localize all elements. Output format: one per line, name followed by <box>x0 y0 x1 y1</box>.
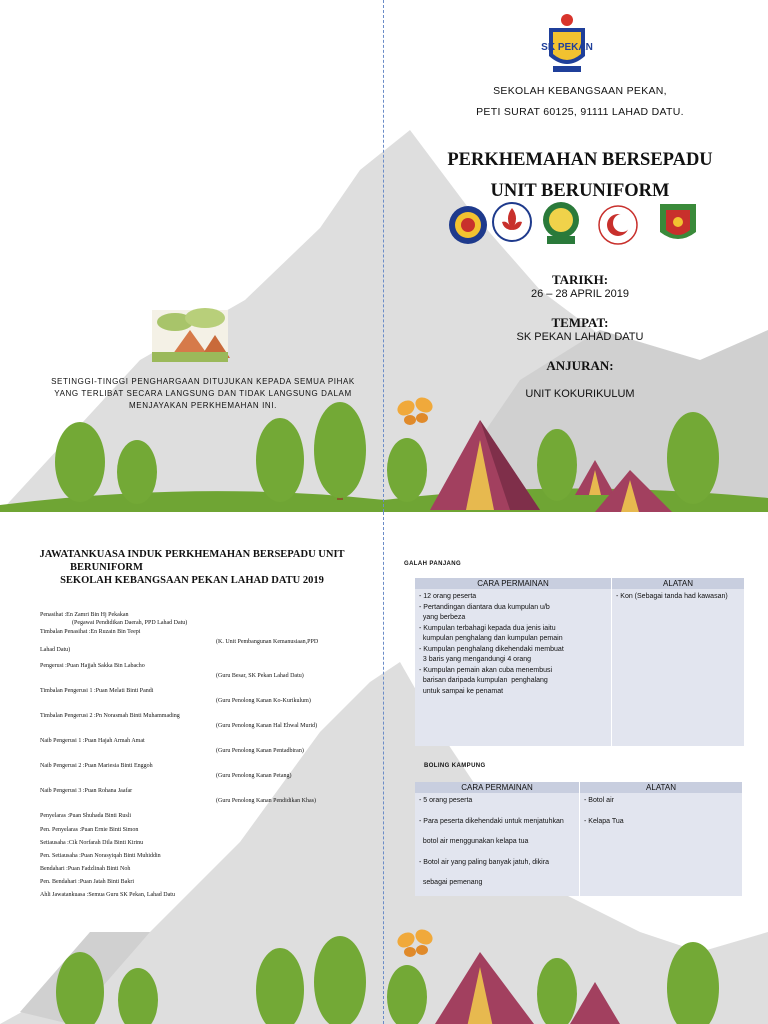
school-logo-text: SK PEKAN <box>541 42 593 53</box>
game-line: - Kelapa Tua <box>584 817 624 825</box>
game-line: - Botol air <box>584 797 614 804</box>
game-line: botol air menggunakan kelapa tua <box>419 838 529 845</box>
committee-member: Bendahari :Puan Fadzlinah Binti Noh <box>40 866 131 872</box>
committee-heading <box>22 548 362 587</box>
thanks-note <box>40 376 366 412</box>
fold-line <box>383 512 384 1024</box>
committee-heading-line3: SEKOLAH KEBANGSAAN PEKAN LAHAD DATU 2019 <box>60 575 324 586</box>
school-address-block <box>400 81 760 123</box>
game2-title: BOLING KAMPUNG <box>424 763 486 769</box>
committee-member-role: (K. Unit Pembangunan Kemanusiaan,PPD <box>216 639 319 645</box>
game2-col-tools: ALATAN <box>580 782 743 793</box>
committee-member: Timbalan Pengerusi 1 :Puan Melati Binti Pandi <box>40 688 154 694</box>
committee-member-role: (Guru Penolong Kanan Petang) <box>216 773 292 779</box>
event-title <box>400 145 760 207</box>
tree-icon <box>117 440 157 504</box>
committee-member: Pen. Penyelaras :Puan Ernie Binti Simon <box>40 827 139 833</box>
committee-member-role: (Pegawai Pendidikan Daerah, PPD Lahad Datu) <box>72 620 188 626</box>
committee-member-role: (Guru Penolong Kanan Ko-Kurikulum) <box>216 698 311 704</box>
committee-heading-line2: BERUNIFORM <box>70 562 143 573</box>
game-line: - Kon (Sebagai tanda had kawasan) <box>616 593 728 600</box>
camp-drawing-image <box>152 308 230 362</box>
date-value: 26 – 28 APRIL 2019 <box>530 288 630 300</box>
committee-member: Timbalan Pengerusi 2 :Pn Norasmah Binti Muhammading <box>40 713 180 719</box>
game-line: untuk sampai ke penamat <box>419 687 504 695</box>
school-name: SEKOLAH KEBANGSAAN PEKAN, <box>493 85 667 97</box>
school-address: PETI SURAT 60125, 91111 LAHAD DATU. <box>476 106 684 118</box>
game1-title: GALAH PANJANG <box>404 561 462 567</box>
game-line: - 5 orang peserta <box>419 797 473 804</box>
game-line: 3 baris yang mengandungi 4 orang <box>419 656 532 663</box>
tree-icon <box>55 422 105 502</box>
committee-member: Pen. Setiausaha :Puan Norasyiqah Binti Muhiddin <box>40 853 161 859</box>
organizer-section <box>400 358 760 400</box>
game2-table <box>415 782 743 896</box>
tree-icon <box>537 429 577 501</box>
committee-heading-line1: JAWATANKUASA INDUK PERKHEMAHAN BERSEPADU UNIT <box>39 549 345 560</box>
pengakap-logo <box>448 204 488 246</box>
game2-col-rules: CARA PERMAINAN <box>415 782 580 793</box>
committee-member: Naib Pengerusi 3 :Puan Rohana Jaafar <box>40 788 133 794</box>
thanks-line2: YANG TERLIBAT SECARA LANGSUNG DAN TIDAK LANGSUNG DALAM <box>54 389 352 398</box>
date-section <box>400 272 760 300</box>
organizer-label: ANJURAN: <box>546 358 614 373</box>
committee-member: Timbalan Penasihat :En Ruzain Bin Teepi <box>40 629 141 635</box>
committee-member-role: (Guru Besar, SK Pekan Lahad Datu) <box>216 673 304 679</box>
tree-icon <box>314 936 366 1024</box>
game-line: - Botol air yang paling banyak jatuh, dikira <box>419 858 549 866</box>
game1-col-tools: ALATAN <box>612 578 745 589</box>
game-line <box>584 807 738 817</box>
puteri-islam-logo <box>541 200 581 246</box>
place-label: TEMPAT: <box>551 315 609 330</box>
game2-tools-cell <box>580 793 743 896</box>
school-crest-logo <box>541 12 593 76</box>
game-line: - Para peserta dikehendaki untuk menjatuhkan <box>419 817 564 825</box>
game-line: yang berbeza <box>419 614 466 621</box>
fold-line <box>383 0 384 512</box>
committee-member: Pengerusi :Puan Hajjah Sakka Bin Labacho <box>40 663 145 669</box>
scout-fleur-logo <box>492 200 532 246</box>
game-line: sebagai pemenang <box>419 879 483 886</box>
committee-member: Setiausaha :Cik Norfarah Dila Binti Kirinu <box>40 840 144 846</box>
game-line: - Pertandingan diantara dua kumpulan u/b <box>419 603 550 611</box>
thanks-line3: MENJAYAKAN PERKHEMAHAN INI. <box>129 401 277 410</box>
game1-table <box>415 578 745 746</box>
game-line <box>419 868 575 878</box>
red-crescent-logo <box>597 204 639 246</box>
game-line: barisan daripada kumpulan penghalang <box>419 677 548 684</box>
tree-icon <box>667 412 719 504</box>
date-label: TARIKH: <box>551 272 609 287</box>
kadet-logo <box>658 202 698 246</box>
title-line2: UNIT BERUNIFORM <box>490 181 670 201</box>
organizer-value: UNIT KOKURIKULUM <box>525 388 635 400</box>
game-line: - Kumpulan terbahagi kepada dua jenis iaitu <box>419 624 556 632</box>
game1-col-rules: CARA PERMAINAN <box>415 578 612 589</box>
committee-member: Naib Pengerusi 2 :Puan Mariesia Binti Enggoh <box>40 763 153 769</box>
game2-rules-cell <box>415 793 580 896</box>
tree-icon <box>256 418 304 502</box>
game-line <box>419 848 575 858</box>
committee-member: Penasihat :En Zamri Bin Hj Pekakan <box>40 612 129 618</box>
game-line: - Kumpulan pemain akan cuba menembusi <box>419 666 553 674</box>
committee-member: Ahli Jawatankuasa :Semua Guru SK Pekan, Lahad Datu <box>40 892 175 898</box>
game-line: kumpulan penghalang dan kumpulan pemain <box>419 635 563 642</box>
thanks-line1: SETINGGI-TINGGI PENGHARGAAN DITUJUKAN KEPADA SEMUA PIHAK <box>51 377 355 386</box>
place-value: SK PEKAN LAHAD DATU <box>516 331 644 343</box>
committee-member: Naib Pengerusi 1 :Puan Hajah Armah Amat <box>40 738 145 744</box>
title-line1: PERKHEMAHAN BERSEPADU <box>447 150 713 170</box>
committee-member: Lahad Datu) <box>40 647 71 653</box>
committee-member-role: (Guru Penolong Kanan Pentadbiran) <box>216 748 304 754</box>
place-section <box>400 315 760 343</box>
committee-member: Penyelaras :Puan Shuhada Binti Rusli <box>40 813 131 819</box>
game-line <box>419 807 575 817</box>
tree-icon <box>387 438 427 502</box>
game1-tools-cell <box>612 589 745 746</box>
committee-member-role: (Guru Penolong Kanan Pendidikan Khas) <box>216 798 316 804</box>
committee-member: Pen. Bendahari :Puan Jatah Binti Bakri <box>40 879 134 885</box>
committee-member-role: (Guru Penolong Kanan Hal Ehwal Murid) <box>216 723 318 729</box>
game-line: - Kumpulan penghalang dikehendaki membuat <box>419 645 564 653</box>
game-line <box>419 827 575 837</box>
game1-rules-cell <box>415 589 612 746</box>
game-line: - 12 orang peserta <box>419 593 477 600</box>
